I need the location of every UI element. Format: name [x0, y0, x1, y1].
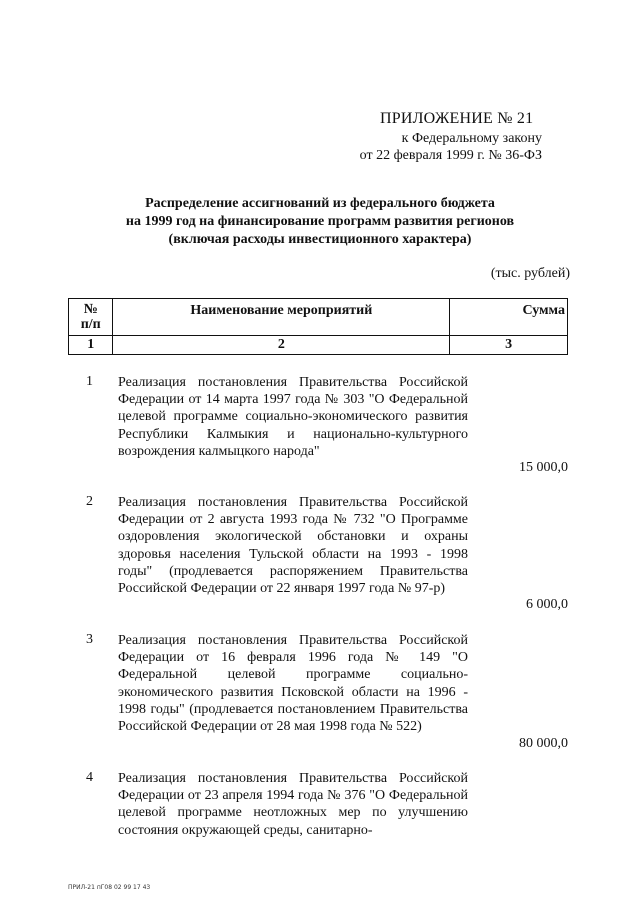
- heading-line-2: на 1999 год на финансирование программ развития регионов: [125, 214, 515, 229]
- item-number: 3: [86, 632, 93, 647]
- column-index-1: 1: [69, 336, 113, 355]
- item-number: 1: [86, 374, 93, 389]
- item-amount: 15 000,0: [519, 460, 568, 475]
- units-label: (тыс. рублей): [490, 266, 570, 281]
- footer-code: ПРИЛ-21 пГ08 02 99 17 43: [68, 884, 151, 891]
- item-text: Реализация постановления Правительства Российской Федерации от 14 марта 1997 года № 303 "О Федеральной целевой программе социально-экономического развития Республики Калмыкия и национально-культурного возрождения калмыцкого народа": [118, 375, 468, 459]
- column-header-number-line2: п/п: [80, 317, 101, 332]
- column-index-2: 2: [113, 336, 450, 355]
- appendix-law-reference: к Федеральному закону: [401, 131, 542, 146]
- heading-line-3: (включая расходы инвестиционного характера): [168, 232, 472, 247]
- item-text: Реализация постановления Правительства Российской Федерации от 23 апреля 1994 года № 376 "О Федеральной целевой программе неотложных мер по улучшению состояния окружающей среды, санитарно-: [118, 771, 468, 838]
- column-header-number: [69, 299, 113, 336]
- item-number: 2: [86, 494, 93, 509]
- item-amount: 80 000,0: [519, 736, 568, 751]
- item-amount: 6 000,0: [526, 597, 568, 612]
- item-text: Реализация постановления Правительства Российской Федерации от 2 августа 1993 года № 732 "О Программе оздоровления экологической обстановки и охраны здоровья населения Тульской области на 1993 - 1998 годы" (продлевается распоряжением Правительства Российской Федерации от 22 января 1997 года № 97-р): [118, 495, 468, 597]
- column-index-3: 3: [450, 336, 568, 355]
- table-header: [68, 298, 568, 355]
- appendix-title: ПРИЛОЖЕНИЕ № 21: [380, 110, 534, 127]
- item-number: 4: [86, 770, 93, 785]
- column-header-number-line1: №: [83, 302, 98, 317]
- item-text: Реализация постановления Правительства Российской Федерации от 16 февраля 1996 года № 149 "О Федеральной целевой программе социально-экономического развития Псковской области на 1996 - 1998 годы" (продлевается постановлением Правительства Российской Федерации от 28 мая 1998 года № 522): [118, 633, 468, 735]
- appendix-law-date: от 22 февраля 1999 г. № 36-ФЗ: [359, 148, 542, 163]
- heading-line-1: Распределение ассигнований из федерального бюджета: [145, 196, 495, 211]
- column-header-name: Наименование мероприятий: [113, 299, 450, 336]
- column-header-sum: Сумма: [450, 299, 568, 336]
